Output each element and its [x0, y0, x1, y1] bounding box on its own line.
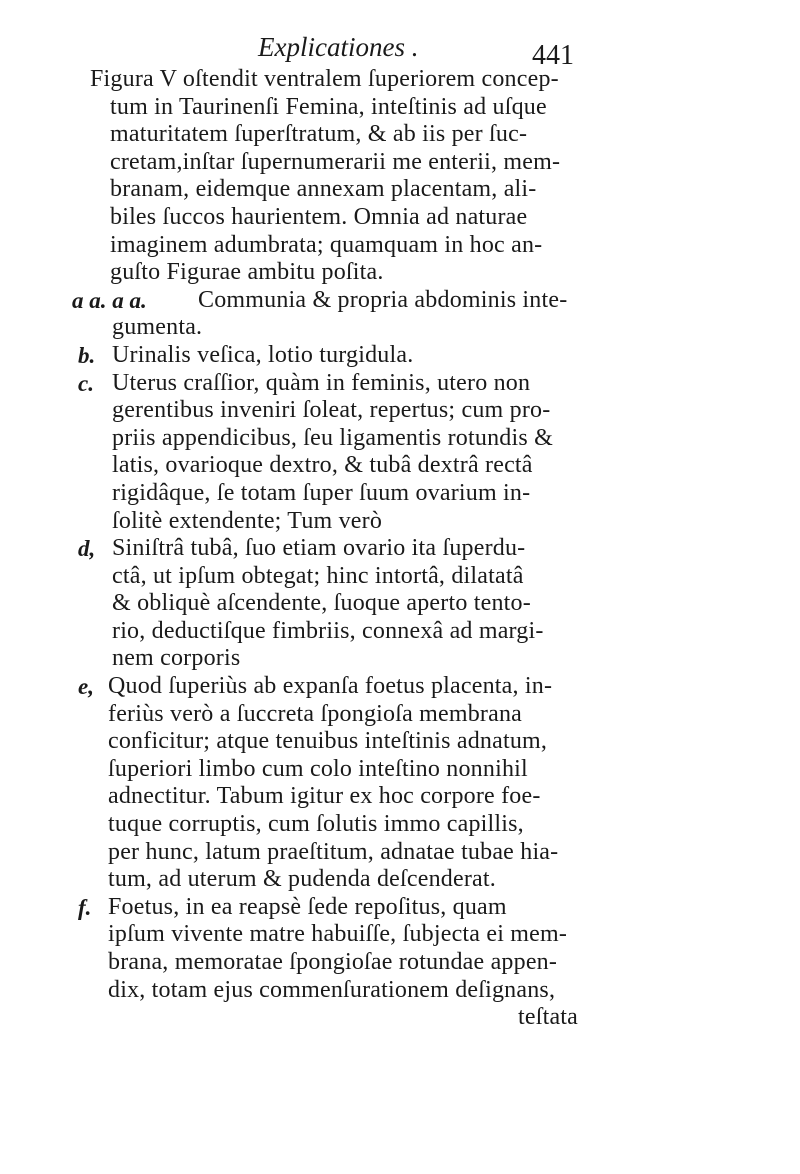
entry-marker: b. — [78, 342, 96, 368]
catchword: teſtata — [518, 1004, 579, 1031]
text-line: adnectitur. Tabum igitur ex hoc corpore foe- — [108, 783, 541, 810]
text-line: gumenta. — [112, 314, 203, 341]
text-line: Communia & propria abdominis inte- — [198, 286, 568, 313]
entry-b — [0, 342, 800, 370]
text-line: tuque corruptis, cum ſolutis immo capillis, — [108, 811, 524, 838]
entry-c — [0, 370, 800, 536]
entry-marker: f. — [78, 894, 92, 920]
text-line: ſuperiori limbo cum colo inteſtino nonnihil — [108, 755, 528, 782]
intro-paragraph — [0, 66, 800, 287]
text-line: Figura V oſtendit ventralem ſuperiorem concep- — [90, 66, 559, 92]
entry-marker: c. — [78, 370, 94, 396]
text-line: guſto Figurae ambitu poſita. — [110, 259, 384, 286]
text-line: Urinalis veſica, lotio turgidula. — [112, 341, 414, 368]
text-line: ctâ, ut ipſum obtegat; hinc intortâ, dilatatâ — [112, 562, 524, 589]
text-line: dix, totam ejus commenſurationem deſignans, — [108, 976, 556, 1003]
entry-a — [0, 287, 800, 342]
running-title: Explicationes . — [258, 32, 419, 62]
text-line: Siniſtrâ tubâ, ſuo etiam ovario ita ſuperdu- — [112, 535, 526, 562]
text-line: maturitatem ſuperſtratum, & ab iis per ſuc- — [110, 121, 528, 148]
entry-f — [0, 894, 800, 1032]
body-text — [0, 66, 800, 1032]
text-line: & obliquè aſcendente, ſuoque aperto tento- — [112, 590, 531, 617]
page-header — [0, 30, 800, 70]
text-line: tum in Taurinenſi Femina, inteſtinis ad uſque — [110, 93, 547, 120]
text-line: Quod ſuperiùs ab expanſa foetus placenta, in- — [108, 673, 553, 700]
text-line: conficitur; atque tenuibus inteſtinis adnatum, — [108, 728, 548, 755]
entry-d — [0, 535, 800, 673]
text-line: branam, eidemque annexam placentam, ali- — [110, 176, 537, 203]
text-line: brana, memoratae ſpongioſae rotundae appen- — [108, 949, 558, 975]
entry-marker: e, — [78, 674, 94, 700]
text-line: ipſum vivente matre habuiſſe, ſubjecta ei mem- — [108, 921, 568, 948]
page-number: 441 — [532, 40, 574, 71]
entry-marker: a a. a a. — [72, 287, 147, 313]
text-line: Uterus craſſior, quàm in feminis, utero non — [112, 369, 531, 396]
text-line: gerentibus inveniri ſoleat, repertus; cum pro- — [112, 397, 551, 424]
text-line: per hunc, latum praeſtitum, adnatae tubae hia- — [108, 838, 559, 865]
text-line: nem corporis — [112, 645, 241, 672]
text-line: biles ſuccos haurientem. Omnia ad naturae — [110, 203, 528, 230]
text-line: priis appendicibus, ſeu ligamentis rotundis & — [112, 424, 553, 451]
text-line: Foetus, in ea reapsè ſede repoſitus, quam — [108, 893, 507, 920]
text-line: rigidâque, ſe totam ſuper ſuum ovarium in- — [112, 479, 531, 506]
text-line: imaginem adumbrata; quamquam in hoc an- — [110, 231, 543, 258]
text-line: feriùs verò a ſuccreta ſpongioſa membrana — [108, 700, 523, 727]
text-line: rio, deductiſque fimbriis, connexâ ad margi- — [112, 617, 544, 644]
text-line: ſolitè extendente; Tum verò — [112, 507, 383, 534]
text-line: tum, ad uterum & pudenda deſcenderat. — [108, 866, 496, 893]
text-line: latis, ovarioque dextro, & tubâ dextrâ rectâ — [112, 452, 533, 479]
entry-e — [0, 673, 800, 894]
entry-marker: d, — [78, 536, 96, 562]
text-line: cretam,inſtar ſupernumerarii me enterii, mem- — [110, 148, 561, 175]
